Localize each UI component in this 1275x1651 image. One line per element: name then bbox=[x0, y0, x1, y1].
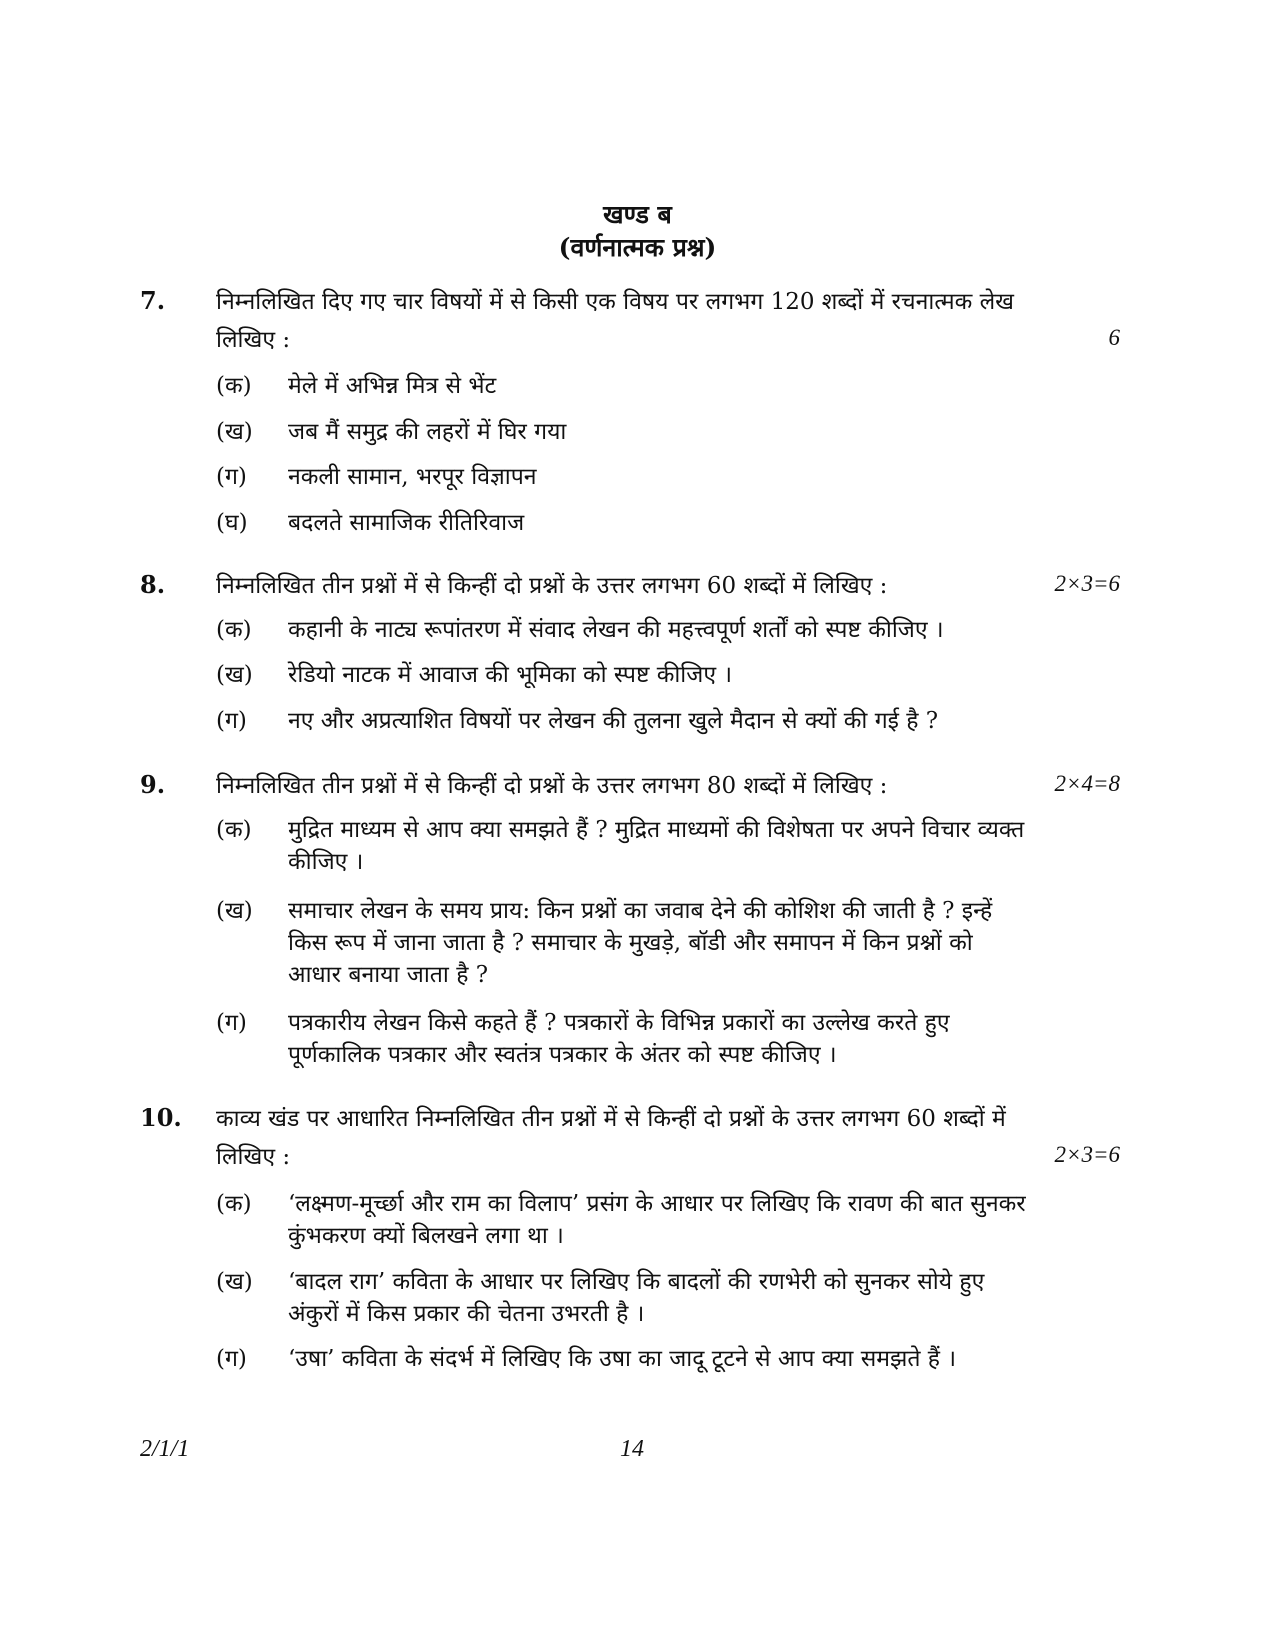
part-label: (ग) bbox=[216, 464, 247, 490]
part-label: (ख) bbox=[216, 662, 253, 688]
question-marks: 2×3=6 bbox=[1054, 571, 1120, 596]
question-number: 8. bbox=[140, 570, 166, 599]
part-text: ‘लक्ष्मण-मूर्च्छा और राम का विलाप’ प्रसंग के आधार पर लिखिए कि रावण की बात सुनकर कुंभकरण क्यों बिलखने लगा था । bbox=[288, 1191, 1026, 1249]
part-text: कहानी के नाट्य रूपांतरण में संवाद लेखन की महत्त्वपूर्ण शर्तों को स्पष्ट कीजिए । bbox=[288, 617, 944, 643]
question-marks: 6 bbox=[1108, 325, 1120, 350]
part-label: (ग) bbox=[216, 708, 247, 734]
part-text: पत्रकारीय लेखन किसे कहते हैं ? पत्रकारों के विभिन्न प्रकारों का उल्लेख करते हुए पूर्णकालिक पत्रकार और स्वतंत्र पत्रकार के अंतर को स्पष्ट कीजिए । bbox=[288, 1010, 950, 1068]
part-label: (ख) bbox=[216, 419, 253, 445]
question-text: निम्नलिखित दिए गए चार विषयों में से किसी एक विषय पर लगभग 120 शब्दों में रचनात्मक लेख लिखिए : bbox=[216, 289, 1014, 353]
question-text: निम्नलिखित तीन प्रश्नों में से किन्हीं दो प्रश्नों के उत्तर लगभग 80 शब्दों में लिखिए : bbox=[216, 773, 888, 799]
part-text: बदलते सामाजिक रीतिरिवाज bbox=[288, 510, 525, 536]
question-number: 7. bbox=[140, 286, 166, 315]
part-label: (क) bbox=[216, 817, 252, 843]
part-label: (ग) bbox=[216, 1010, 247, 1036]
part-text: नए और अप्रत्याशित विषयों पर लेखन की तुलना खुले मैदान से क्यों की गई है ? bbox=[288, 708, 939, 734]
part-label: (ख) bbox=[216, 1269, 253, 1295]
question-marks: 2×4=8 bbox=[1054, 771, 1120, 796]
part-label: (घ) bbox=[216, 510, 248, 536]
part-text: नकली सामान, भरपूर विज्ञापन bbox=[288, 464, 537, 490]
question-text: काव्य खंड पर आधारित निम्नलिखित तीन प्रश्नों में से किन्हीं दो प्रश्नों के उत्तर लगभग 60 शब्दों में लिखिए : bbox=[216, 1106, 1006, 1170]
section-subtitle: (वर्णनात्मक प्रश्न) bbox=[558, 233, 717, 262]
part-text: मेले में अभिन्न मित्र से भेंट bbox=[288, 373, 497, 399]
part-label: (क) bbox=[216, 1191, 252, 1217]
question-text: निम्नलिखित तीन प्रश्नों में से किन्हीं दो प्रश्नों के उत्तर लगभग 60 शब्दों में लिखिए : bbox=[216, 573, 888, 599]
part-text: रेडियो नाटक में आवाज की भूमिका को स्पष्ट कीजिए । bbox=[288, 662, 733, 688]
part-text: ‘बादल राग’ कविता के आधार पर लिखिए कि बादलों की रणभेरी को सुनकर सोये हुए अंकुरों में किस प्रकार की चेतना उभरती है । bbox=[288, 1269, 985, 1327]
page-number: 14 bbox=[620, 1436, 644, 1462]
part-label: (क) bbox=[216, 617, 252, 643]
part-text: मुद्रित माध्यम से आप क्या समझते हैं ? मुद्रित माध्यमों की विशेषता पर अपने विचार व्यक्त कीजिए । bbox=[288, 817, 1025, 875]
part-label: (क) bbox=[216, 373, 252, 399]
question-marks: 2×3=6 bbox=[1054, 1142, 1120, 1167]
question-number: 10. bbox=[140, 1103, 182, 1132]
part-label: (ग) bbox=[216, 1346, 247, 1372]
part-text: समाचार लेखन के समय प्राय: किन प्रश्नों का जवाब देने की कोशिश की जाती है ? इन्हें किस रूप में जाना जाता है ? समाचार के मुखड़े, बॉडी और समापन में किन प्रश्नों को आधार बनाया जाता है ? bbox=[288, 898, 993, 988]
section-title: खण्ड ब bbox=[603, 200, 672, 229]
part-text: ‘उषा’ कविता के संदर्भ में लिखिए कि उषा का जादू टूटने से आप क्या समझते हैं । bbox=[288, 1346, 957, 1372]
part-label: (ख) bbox=[216, 898, 253, 924]
question-number: 9. bbox=[140, 770, 166, 799]
part-text: जब मैं समुद्र की लहरों में घिर गया bbox=[288, 419, 567, 445]
paper-code: 2/1/1 bbox=[140, 1436, 190, 1462]
